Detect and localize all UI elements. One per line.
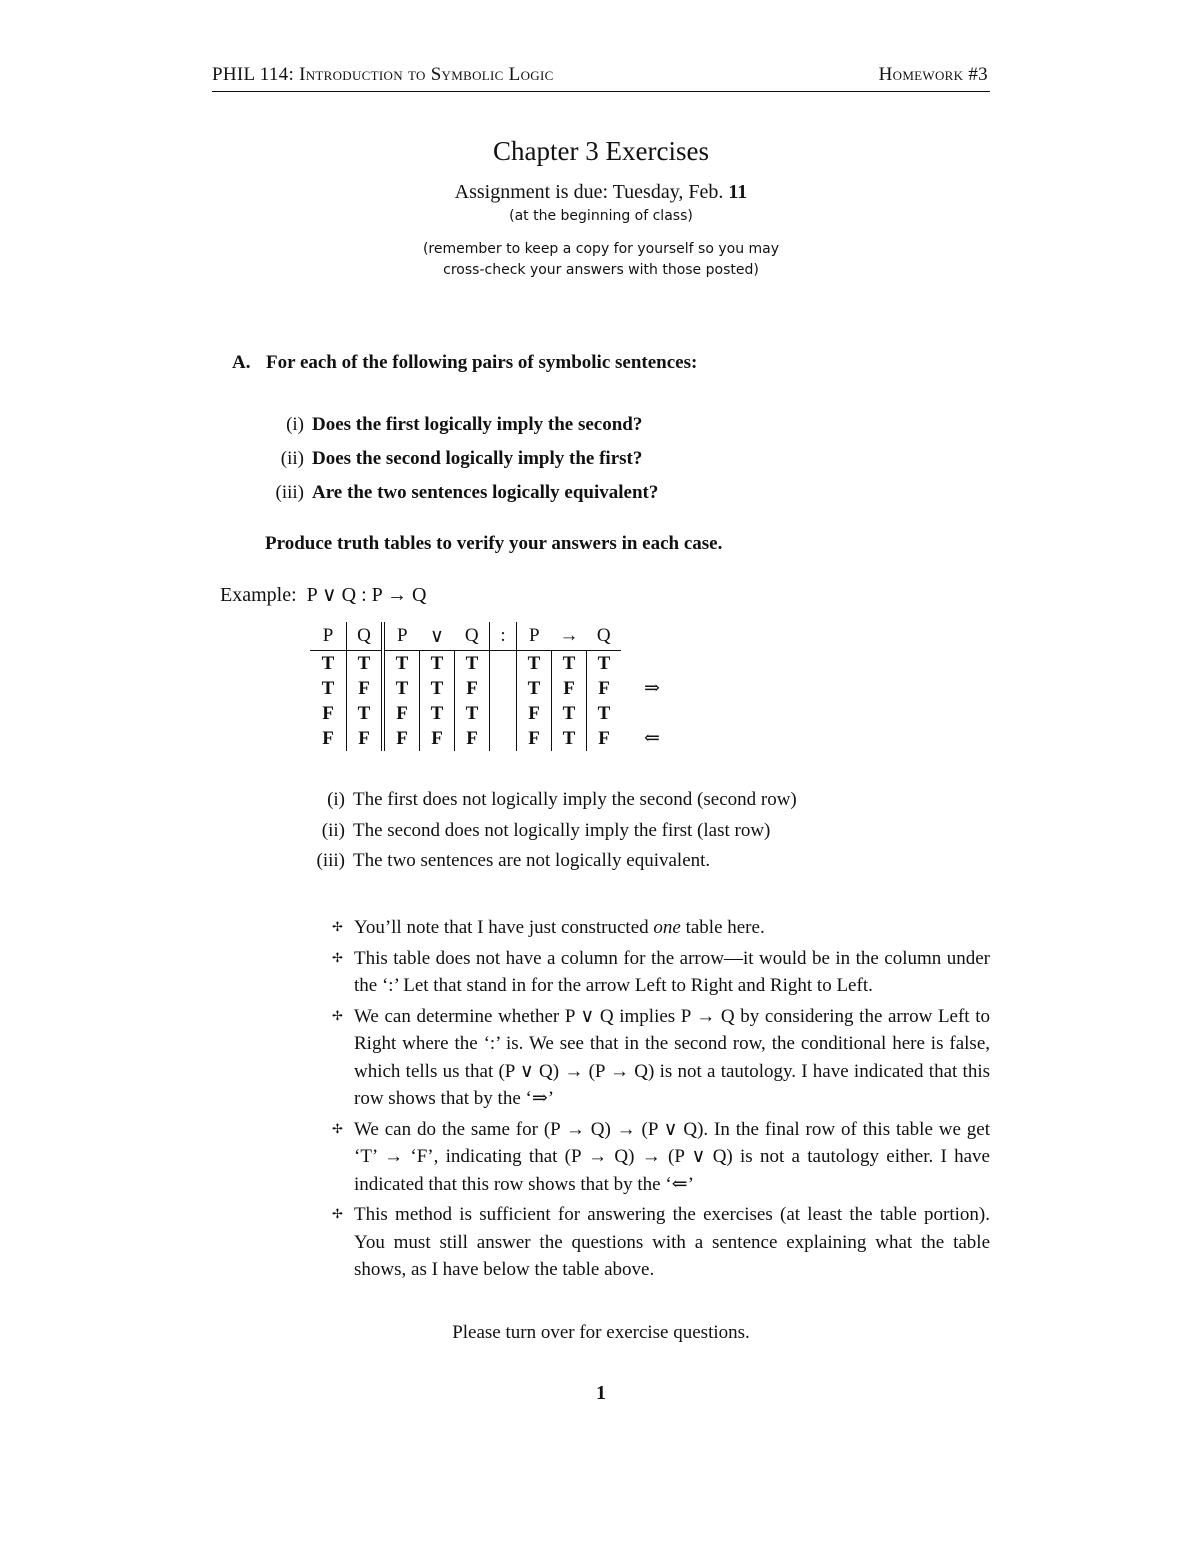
header-course-title: PHIL 114: Introduction to Symbolic Logic bbox=[212, 64, 554, 85]
table-row bbox=[310, 676, 683, 701]
th-right-p: P bbox=[517, 622, 552, 651]
cell-right-p: T bbox=[517, 676, 552, 701]
cell-left-q: T bbox=[455, 701, 490, 726]
th-q: Q bbox=[347, 622, 384, 651]
table-row bbox=[310, 701, 683, 726]
cell-left-or: F bbox=[420, 726, 455, 751]
bullet-icon: ✢ bbox=[332, 1008, 343, 1024]
answer-text: The first does not logically imply the second (second row) bbox=[353, 789, 797, 810]
due-day: 11 bbox=[728, 181, 748, 203]
th-left-or: ∨ bbox=[420, 622, 455, 651]
th-left-p: P bbox=[383, 622, 420, 651]
th-right-arrow: → bbox=[552, 622, 587, 651]
answer-item bbox=[316, 850, 711, 872]
th-colon: : bbox=[490, 622, 517, 651]
example-line bbox=[220, 582, 426, 607]
cell-p: F bbox=[310, 701, 347, 726]
answer-item bbox=[327, 789, 797, 811]
cell-right-arrow: T bbox=[552, 651, 587, 677]
question-text: Does the first logically imply the second? bbox=[312, 414, 643, 435]
table-row bbox=[310, 726, 683, 751]
th-p: P bbox=[310, 622, 347, 651]
cell-colon bbox=[490, 726, 517, 751]
cell-p: T bbox=[310, 651, 347, 677]
question-number: (iii) bbox=[275, 482, 304, 503]
row-marker bbox=[621, 651, 683, 677]
cell-right-p: F bbox=[517, 726, 552, 751]
table-row bbox=[310, 651, 683, 677]
row-marker-right-arrow: ⇒ bbox=[644, 678, 660, 699]
page-number: 1 bbox=[596, 1382, 606, 1404]
example-label: Example: bbox=[220, 584, 297, 606]
cell-q: T bbox=[347, 701, 384, 726]
cell-left-or: T bbox=[420, 651, 455, 677]
cell-left-or: T bbox=[420, 701, 455, 726]
emphasis: one bbox=[653, 917, 681, 938]
question-item bbox=[275, 482, 659, 504]
header-homework-label: Homework #3 bbox=[878, 64, 988, 85]
th-right-q: Q bbox=[587, 622, 622, 651]
cell-right-q: T bbox=[597, 652, 611, 674]
question-text: Are the two sentences logically equivalent? bbox=[312, 482, 659, 503]
bullet-icon: ✢ bbox=[332, 1207, 343, 1222]
cell-colon bbox=[490, 676, 517, 701]
cell-right-arrow: T bbox=[552, 726, 587, 751]
cell-right-arrow: T bbox=[552, 701, 587, 726]
section-a-label: A. bbox=[232, 352, 251, 373]
row-marker-left-arrow: ⇐ bbox=[644, 728, 660, 749]
question-item bbox=[286, 414, 643, 436]
cell-q: F bbox=[347, 676, 384, 701]
bullet-icon: ✢ bbox=[332, 1121, 343, 1137]
row-marker bbox=[621, 701, 683, 726]
truth-table-header bbox=[310, 622, 683, 651]
th-left-q: Q bbox=[455, 622, 490, 651]
reminder-line-1: (remember to keep a copy for yourself so you may bbox=[422, 241, 780, 257]
cell-left-p: T bbox=[383, 651, 420, 677]
answer-item bbox=[321, 820, 771, 842]
truth-table bbox=[310, 622, 683, 751]
answer-text: The second does not logically imply the first (last row) bbox=[353, 820, 771, 841]
cell-left-p: F bbox=[383, 726, 420, 751]
bullet-icon: ✢ bbox=[332, 920, 343, 935]
page-title: Chapter 3 Exercises bbox=[493, 136, 709, 166]
cell-right-q: F bbox=[598, 727, 610, 749]
due-prefix: Assignment is due: Tuesday, Feb. bbox=[454, 181, 729, 203]
notes-list bbox=[332, 914, 990, 1287]
cell-q: F bbox=[347, 726, 384, 751]
cell-left-q: F bbox=[455, 676, 490, 701]
section-a-heading bbox=[232, 352, 697, 374]
question-number: (i) bbox=[286, 414, 304, 435]
cell-right-p: F bbox=[517, 701, 552, 726]
cell-left-p: F bbox=[383, 701, 420, 726]
list-item: ✢ We can do the same for (P → Q) → (P ∨ Q). In the final row of this table we get ‘T’ → ‘F’, indicating that (P → Q) → (P ∨ Q) is not a tautology either. I have indicated that this row shows that by the ‘⇐’ bbox=[332, 1116, 990, 1199]
question-number: (ii) bbox=[280, 448, 304, 469]
reminder-line-2: cross-check your answers with those posted) bbox=[443, 262, 759, 278]
question-text: Does the second logically imply the first? bbox=[312, 448, 643, 469]
cell-right-q: F bbox=[598, 677, 610, 699]
cell-colon bbox=[490, 701, 517, 726]
cell-left-or: T bbox=[420, 676, 455, 701]
instructions: Produce truth tables to verify your answers in each case. bbox=[265, 533, 723, 554]
bullet-icon: ✢ bbox=[332, 950, 343, 966]
list-item: ✢ You’ll note that I have just constructed one table here. bbox=[332, 914, 990, 942]
turn-over-note: Please turn over for exercise questions. bbox=[452, 1322, 750, 1343]
section-a-text: For each of the following pairs of symbolic sentences: bbox=[266, 352, 698, 373]
cell-left-q: T bbox=[455, 651, 490, 677]
question-item bbox=[280, 448, 643, 470]
cell-p: F bbox=[310, 726, 347, 751]
list-item: ✢ This table does not have a column for the arrow—it would be in the column under the ‘:’ Let that stand in for the arrow Left to Right and Right to Left. bbox=[332, 945, 990, 1000]
cell-right-q: T bbox=[597, 702, 611, 724]
answer-number: (i) bbox=[327, 789, 345, 810]
cell-colon bbox=[490, 651, 517, 677]
example-formula: P ∨ Q : P → Q bbox=[306, 584, 427, 606]
header-rule bbox=[212, 91, 990, 92]
cell-q: T bbox=[347, 651, 384, 677]
cell-left-q: F bbox=[455, 726, 490, 751]
list-item: ✢ This method is sufficient for answering the exercises (at least the table portion). You must still answer the questions with a sentence explaining what the table shows, as I have below the table above. bbox=[332, 1201, 990, 1284]
due-note: (at the beginning of class) bbox=[509, 208, 693, 224]
answer-number: (ii) bbox=[321, 820, 345, 841]
cell-right-arrow: F bbox=[552, 676, 587, 701]
due-date bbox=[212, 181, 990, 204]
cell-p: T bbox=[310, 676, 347, 701]
cell-right-p: T bbox=[517, 651, 552, 677]
answer-text: The two sentences are not logically equivalent. bbox=[353, 850, 711, 871]
cell-left-p: T bbox=[383, 676, 420, 701]
answer-number: (iii) bbox=[316, 850, 345, 871]
list-item: ✢ We can determine whether P ∨ Q implies P → Q by considering the arrow Left to Right where the ‘:’ is. We see that in the second row, the conditional here is false, which tells us that (P ∨ Q) → (P → Q) is not a tautology. I have indicated that this row shows that by the ‘⇒’ bbox=[332, 1003, 990, 1113]
